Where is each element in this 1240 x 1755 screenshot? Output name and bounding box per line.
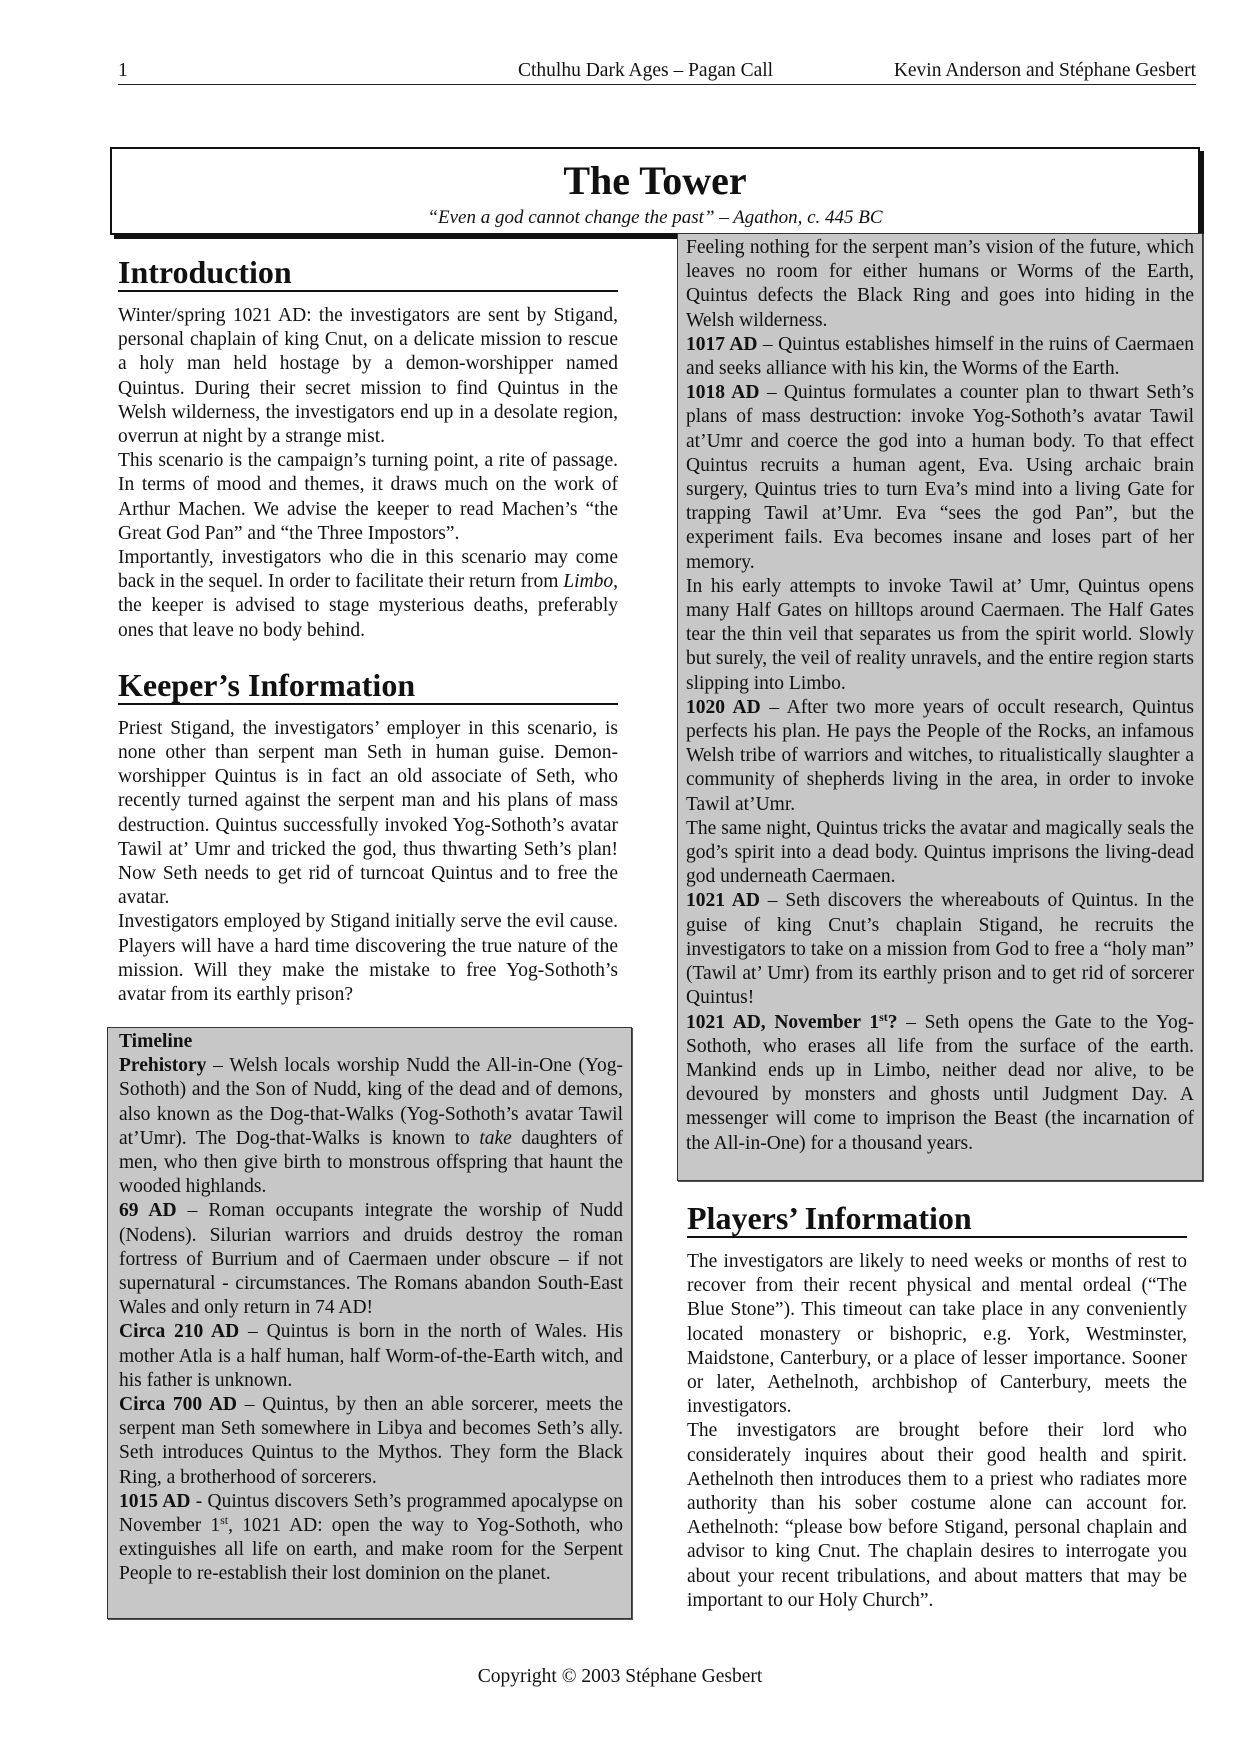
timeline-entry-nov-1021: 1021 AD, November 1st? – Seth opens the Gate to the Yog-Sothoth, who erases all life from the surface of the earth. Mankind ends up in Limbo, neither dead nor alive, to be devoured by monsters and ghosts until Judgment Day. A messenger will come to imprison the Beast (the incarnation of the All-in-One) for a thousand years. (686, 1009, 1195, 1154)
keeper-para-1: Priest Stigand, the investigators’ employer in this scenario, is none other than serpent man Seth in human guise. Demon-worshipper Quintus is in fact an old associate of Seth, who recently turned against the serpent man and his plans of mass destruction. Quintus successfully invoked Yog-Sothoth’s avatar Tawil at’ Umr and tricked the god, thus thwarting Seth’s plan! Now Seth needs to get rid of turncoat Quintus and to free the avatar. (118, 717, 618, 909)
timeline-heading: Timeline (119, 1031, 193, 1052)
timeline-box-left (107, 1027, 632, 1619)
authors: Kevin Anderson and Stéphane Gesbert (893, 60, 1196, 81)
timeline-entry-1020ad: 1020 AD – After two more years of occult research, Quintus perfects his plan. He pays the People of the Rocks, an infamous Welsh tribe of warriors and witches, to ritualistically slaughter a community of shepherds living in the area, in order to invoke Tawil at’Umr. (686, 696, 1195, 815)
introduction-heading: Introduction (118, 254, 618, 292)
book-title: Cthulhu Dark Ages – Pagan Call (518, 60, 774, 81)
page-number: 1 (118, 60, 128, 81)
timeline-same-night: The same night, Quintus tricks the avatar and magically seals the god’s spirit into a dead body. Quintus imprisons the living-dead god underneath Caermaen. (686, 817, 1194, 888)
players-heading: Players’ Information (687, 1200, 1187, 1238)
players-section (687, 1200, 1187, 1613)
timeline-entry-1018ad: 1018 AD – Quintus formulates a counter plan to thwart Seth’s plans of mass destruction: invoke Yog-Sothoth’s avatar Tawil at’Umr and coerce the god into a human body. To that effect Quintus recruits a human agent, Eva. Using archaic brain surgery, Quintus tries to turn Eva’s mind into a living Gate for trapping Tawil at’Umr. Eva “sees the god Pan”, but the experiment fails. Eva becomes insane and loses part of her memory. (686, 382, 1194, 573)
keeper-heading: Keeper’s Information (118, 667, 618, 705)
players-para-2: The investigators are brought before their lord who considerately inquires about their good health and spirit. Aethelnoth then introduces them to a priest who radiates more authority than his sober costume alone can account for. Aethelnoth: “please bow before Stigand, personal chaplain and advisor to king Cnut. The chaplain desires to interrogate you about your recent tribulations, and about matters that may be important to our Holy Church”. (687, 1420, 1187, 1611)
timeline-entry-700ad: Circa 700 AD – Quintus, by then an able sorcerer, meets the serpent man Seth somewhere in Libya and becomes Seth’s ally. Seth introduces Quintus to the Mythos. They form the Black Ring, a brotherhood of sorcerers. (119, 1394, 624, 1488)
timeline-1015-continued: Feeling nothing for the serpent man’s vision of the future, which leaves no room for either humans or Worms of the Earth, Quintus defects the Black Ring and goes into hiding in the Welsh wilderness. (686, 237, 1194, 331)
limbo-emphasis: Limbo (563, 571, 614, 593)
timeline-entry-210ad: Circa 210 AD – Quintus is born in the north of Wales. His mother Atla is a half human, half Worm-of-the-Earth witch, and his father is unknown. (119, 1321, 623, 1391)
timeline-early-attempts: In his early attempts to invoke Tawil at’ Umr, Quintus opens many Half Gates on hilltops around Caermaen. The Half Gates tear the thin veil that separates us from the spirit world. Slowly but surely, the veil of reality unravels, and the entire region starts slipping into Limbo. (686, 575, 1194, 694)
timeline-entry-prehistory: Prehistory – Welsh locals worship Nudd the All-in-One (Yog-Sothoth) and the Son of Nudd, king of the dead and of demons, also known as the Dog-that-Walks (Yog-Sothoth’s avatar Tawil at’Umr). The Dog-that-Walks is known to take daughters of men, who then give birth to monstrous offspring that haunt the wooded highlands. (119, 1055, 623, 1198)
introduction-para-1: Winter/spring 1021 AD: the investigators are sent by Stigand, personal chaplain of king Cnut, on a delicate mission to rescue a holy man held hostage by a demon-worshipper named Quintus. During their secret mission to find Quintus in the Welsh wilderness, the investigators end up in a desolate region, overrun at night by a strange mist. (118, 305, 618, 448)
timeline-entry-1021ad: 1021 AD – Seth discovers the whereabouts of Quintus. In the guise of king Cnut’s chaplain Stigand, he recruits the investigators to take on a mission from God to free a “holy man” (Tawil at’ Umr) from its earthly prison and to get rid of sorcerer Quintus! (686, 890, 1194, 1009)
keeper-para-2: Investigators employed by Stigand initially serve the evil cause. Players will have a hard time discovering the true nature of the mission. Will they make the mistake to free Yog-Sothoth’s avatar from its earthly prison? (118, 911, 618, 1006)
introduction-para-3: Importantly, investigators who die in this scenario may come back in the sequel. In order to facilitate their return from Limbo, the keeper is advised to stage mysterious deaths, preferably ones that leave no body behind. (118, 547, 618, 641)
timeline-entry-1015ad: 1015 AD - Quintus discovers Seth’s programmed apocalypse on November 1st, 1021 AD: open the way to Yog-Sothoth, who extinguishes all life on earth, and make room for the Serpent People to re-establish their lost dominion on the planet. (119, 1490, 623, 1585)
timeline-entry-69ad: 69 AD – Roman occupants integrate the worship of Nudd (Nodens). Silurian warriors and druids destroy the roman fortress of Burrium and of Caermaen under obscure – if not supernatural - circumstances. The Romans abandon South-East Wales and only return in 74 AD! (119, 1200, 624, 1319)
running-header (118, 58, 1196, 85)
epigraph: “Even a god cannot change the past” – Agathon, c. 445 BC (427, 207, 883, 228)
players-para-1: The investigators are likely to need weeks or months of rest to recover from their recent physical and mental ordeal (“The Blue Stone”). This timeout can take place in any conveniently located monastery or bishopric, e.g. York, Westminster, Maidstone, Canterbury, or a place of lesser importance. Sooner or later, Aethelnoth, archbishop of Canterbury, meets the investigators. (687, 1251, 1187, 1418)
timeline-box-right (677, 233, 1203, 1181)
page-title: The Tower (563, 158, 747, 203)
title-box (110, 147, 1200, 235)
introduction-para-2: This scenario is the campaign’s turning point, a rite of passage. In terms of mood and themes, it draws much on the work of Arthur Machen. We advise the keeper to read Machen’s “the Great God Pan” and “the Three Impostors”. (118, 450, 618, 544)
timeline-entry-1017ad: 1017 AD – Quintus establishes himself in the ruins of Caermaen and seeks alliance with his kin, the Worms of the Earth. (686, 333, 1194, 380)
copyright-footer: Copyright © 2003 Stéphane Gesbert (477, 1666, 763, 1687)
left-column (118, 254, 618, 1007)
